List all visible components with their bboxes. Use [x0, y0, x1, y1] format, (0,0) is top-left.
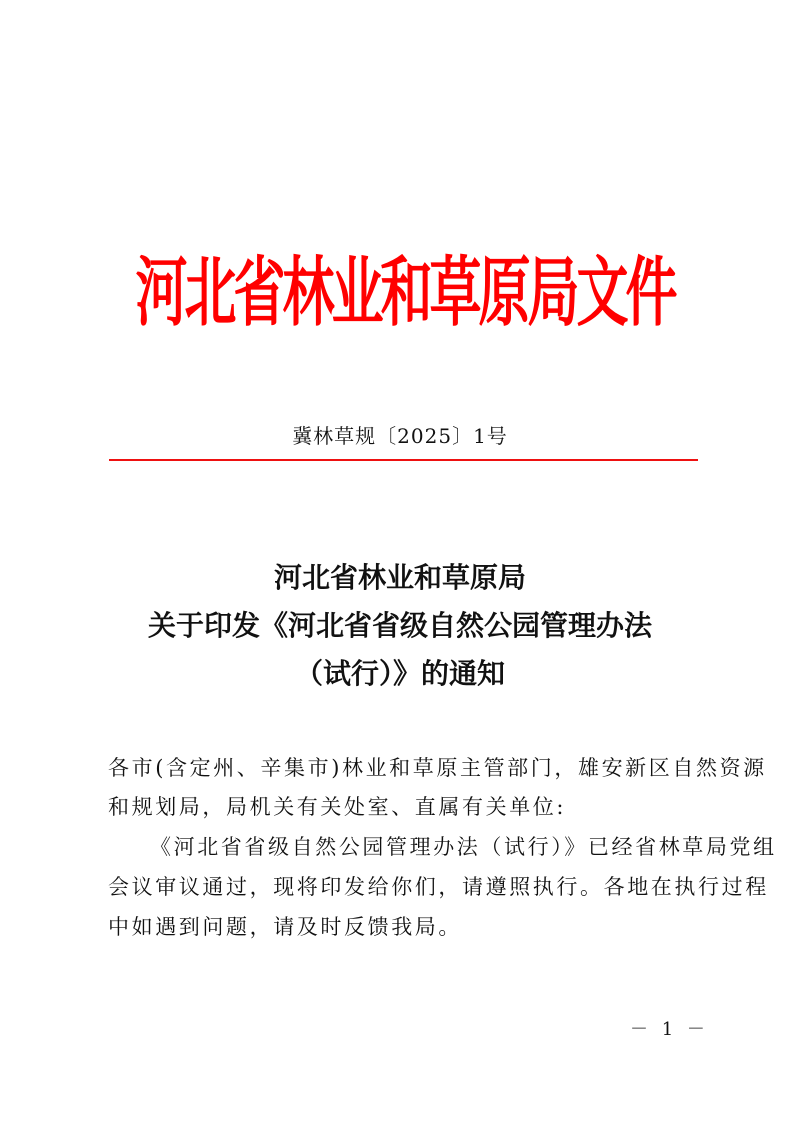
title-line-3: （试行）》的通知: [294, 657, 505, 690]
title-line-1: 河北省林业和草原局: [273, 561, 526, 594]
body-line-3: 《河北省省级自然公园管理办法（试行）》已经省林草局党组: [150, 835, 777, 859]
document-number: 冀林草规〔2025〕1号: [292, 424, 508, 448]
body-line-2: 和规划局，局机关有关处室、直属有关单位:: [108, 795, 567, 819]
document-masthead: 河北省林业和草原局文件: [135, 248, 675, 338]
body-line-1: 各市(含定州、辛集市)林业和草原主管部门，雄安新区自然资源: [108, 756, 767, 780]
title-line-2: 关于印发《河北省省级自然公园管理办法: [147, 609, 652, 642]
page-number: － 1 －: [630, 1019, 709, 1040]
red-divider: [109, 459, 698, 461]
body-line-4: 会议审议通过，现将印发给你们，请遵照执行。各地在执行过程: [108, 875, 769, 899]
body-line-5: 中如遇到问题，请及时反馈我局。: [108, 915, 462, 939]
